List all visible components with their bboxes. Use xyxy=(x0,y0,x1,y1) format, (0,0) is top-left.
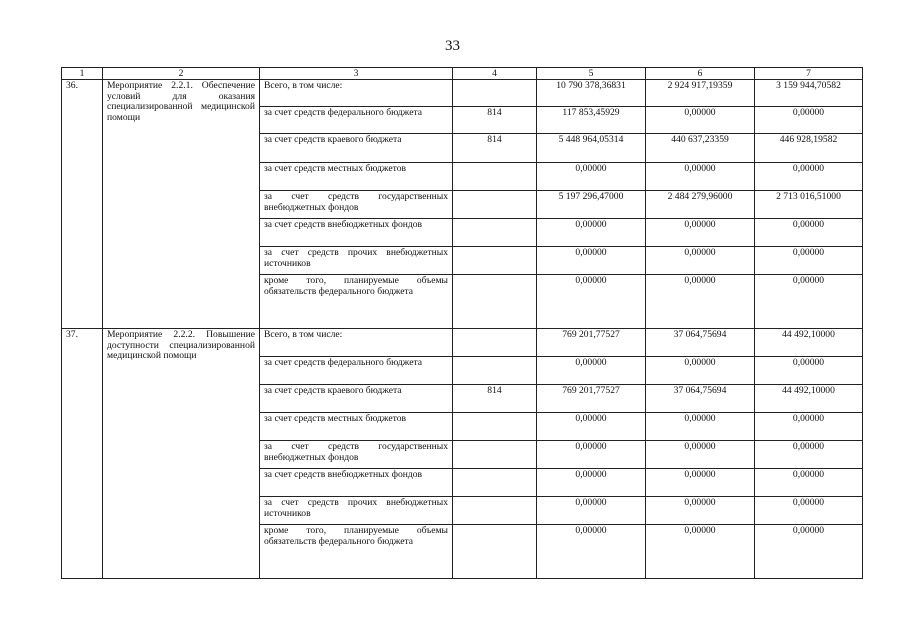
amount-col6: 0,00000 xyxy=(646,413,755,441)
amount-col7: 0,00000 xyxy=(755,163,863,191)
column-number: 1 xyxy=(62,68,103,80)
column-number-row xyxy=(62,68,863,80)
budget-code xyxy=(453,525,537,579)
funding-source: кроме того, планируемые объемы обязательств федерального бюджета xyxy=(260,275,453,329)
budget-code: 814 xyxy=(453,107,537,134)
funding-source: за счет средств краевого бюджета xyxy=(260,134,453,163)
column-number: 6 xyxy=(646,68,755,80)
table-row xyxy=(62,329,863,357)
budget-code xyxy=(453,469,537,497)
amount-col6: 0,00000 xyxy=(646,497,755,525)
budget-code: 814 xyxy=(453,385,537,413)
page-number: 33 xyxy=(445,38,460,54)
amount-col5: 0,00000 xyxy=(537,525,646,579)
measure-title: Мероприятие 2.2.1. Обеспечение условий для оказания специализированной медицинской помощи xyxy=(103,80,260,329)
amount-col7: 0,00000 xyxy=(755,247,863,275)
funding-source: за счет средств местных бюджетов xyxy=(260,163,453,191)
column-number: 3 xyxy=(260,68,453,80)
amount-col7: 0,00000 xyxy=(755,525,863,579)
amount-col7: 0,00000 xyxy=(755,469,863,497)
budget-table xyxy=(61,67,863,579)
amount-col5: 5 197 296,47000 xyxy=(537,191,646,219)
amount-col7: 0,00000 xyxy=(755,219,863,247)
amount-col7: 2 713 016,51000 xyxy=(755,191,863,219)
budget-code xyxy=(453,191,537,219)
amount-col7: 0,00000 xyxy=(755,497,863,525)
amount-col6: 0,00000 xyxy=(646,163,755,191)
funding-source: за счет средств федерального бюджета xyxy=(260,107,453,134)
column-number: 4 xyxy=(453,68,537,80)
amount-col6: 2 484 279,96000 xyxy=(646,191,755,219)
amount-col5: 769 201,77527 xyxy=(537,329,646,357)
row-number: 37. xyxy=(62,329,103,579)
column-number: 2 xyxy=(103,68,260,80)
amount-col6: 0,00000 xyxy=(646,107,755,134)
amount-col5: 0,00000 xyxy=(537,163,646,191)
table-row xyxy=(62,80,863,107)
amount-col5: 0,00000 xyxy=(537,497,646,525)
column-number: 5 xyxy=(537,68,646,80)
funding-source: за счет средств местных бюджетов xyxy=(260,413,453,441)
budget-code xyxy=(453,357,537,385)
funding-source: за счет средств прочих внебюджетных источников xyxy=(260,247,453,275)
amount-col5: 0,00000 xyxy=(537,219,646,247)
amount-col7: 0,00000 xyxy=(755,357,863,385)
amount-col6: 0,00000 xyxy=(646,441,755,469)
amount-col6: 0,00000 xyxy=(646,469,755,497)
amount-col5: 0,00000 xyxy=(537,413,646,441)
amount-col6: 37 064,75694 xyxy=(646,329,755,357)
amount-col6: 0,00000 xyxy=(646,275,755,329)
amount-col6: 440 637,23359 xyxy=(646,134,755,163)
funding-source: за счет средств краевого бюджета xyxy=(260,385,453,413)
funding-source: кроме того, планируемые объемы обязательств федерального бюджета xyxy=(260,525,453,579)
amount-col7: 0,00000 xyxy=(755,413,863,441)
amount-col7: 3 159 944,70582 xyxy=(755,80,863,107)
funding-source: Всего, в том числе: xyxy=(260,80,453,107)
amount-col5: 117 853,45929 xyxy=(537,107,646,134)
amount-col6: 2 924 917,19359 xyxy=(646,80,755,107)
amount-col5: 0,00000 xyxy=(537,247,646,275)
measure-title: Мероприятие 2.2.2. Повышение доступности специализированной медицинской помощи xyxy=(103,329,260,579)
budget-code xyxy=(453,413,537,441)
amount-col6: 0,00000 xyxy=(646,219,755,247)
amount-col7: 44 492,10000 xyxy=(755,329,863,357)
amount-col7: 0,00000 xyxy=(755,107,863,134)
budget-code xyxy=(453,275,537,329)
budget-code xyxy=(453,80,537,107)
amount-col5: 10 790 378,36831 xyxy=(537,80,646,107)
funding-source: за счет средств внебюджетных фондов xyxy=(260,219,453,247)
budget-code xyxy=(453,329,537,357)
funding-source: за счет средств государственных внебюджетных фондов xyxy=(260,191,453,219)
budget-code: 814 xyxy=(453,134,537,163)
amount-col7: 446 928,19582 xyxy=(755,134,863,163)
budget-code xyxy=(453,163,537,191)
amount-col5: 769 201,77527 xyxy=(537,385,646,413)
amount-col6: 0,00000 xyxy=(646,247,755,275)
funding-source: за счет средств прочих внебюджетных источников xyxy=(260,497,453,525)
amount-col5: 5 448 964,05314 xyxy=(537,134,646,163)
amount-col5: 0,00000 xyxy=(537,357,646,385)
budget-code xyxy=(453,497,537,525)
amount-col7: 44 492,10000 xyxy=(755,385,863,413)
column-number: 7 xyxy=(755,68,863,80)
amount-col7: 0,00000 xyxy=(755,441,863,469)
funding-source: за счет средств государственных внебюджетных фондов xyxy=(260,441,453,469)
row-number: 36. xyxy=(62,80,103,329)
funding-source: за счет средств внебюджетных фондов xyxy=(260,469,453,497)
funding-source: Всего, в том числе: xyxy=(260,329,453,357)
amount-col5: 0,00000 xyxy=(537,441,646,469)
amount-col6: 0,00000 xyxy=(646,525,755,579)
amount-col7: 0,00000 xyxy=(755,275,863,329)
budget-code xyxy=(453,441,537,469)
amount-col5: 0,00000 xyxy=(537,469,646,497)
amount-col6: 0,00000 xyxy=(646,357,755,385)
amount-col5: 0,00000 xyxy=(537,275,646,329)
budget-code xyxy=(453,219,537,247)
amount-col6: 37 064,75694 xyxy=(646,385,755,413)
funding-source: за счет средств федерального бюджета xyxy=(260,357,453,385)
budget-code xyxy=(453,247,537,275)
